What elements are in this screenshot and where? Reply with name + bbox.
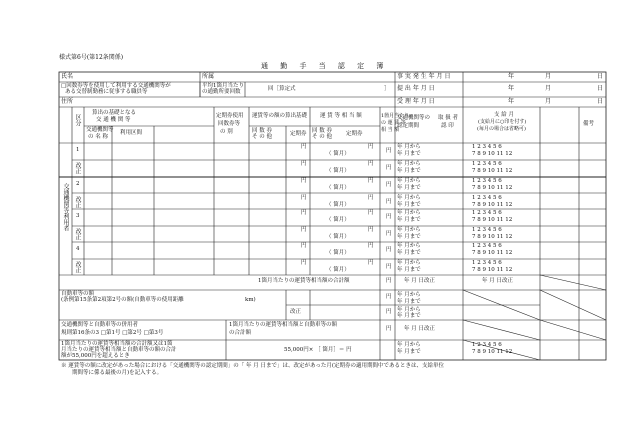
basis-header-line2: 交 通 機 関 等 <box>96 117 131 123</box>
fare-ticket-yen: 円 <box>301 226 307 233</box>
row-number: 3 <box>76 213 80 219</box>
combined-mid-line2: の合計額 <box>229 330 252 336</box>
period-from: 年 月から <box>397 243 421 249</box>
event-date-label: 事 実 発 生 年 月 日 <box>397 73 451 80</box>
final-months-top: 1 2 3 4 5 6 <box>472 342 502 348</box>
receipt-month: 月 <box>545 98 552 105</box>
months-paren: （ 箇月） <box>326 217 350 223</box>
final-months-bottom: 7 8 9 10 11 12 <box>472 349 513 355</box>
pay-month-header: 支 給 月 <box>494 112 514 118</box>
monthly-fare-header-line2: の 運 賃 等 <box>381 120 406 126</box>
event-day: 日 <box>597 73 604 80</box>
dept-label: 所属 <box>202 73 215 80</box>
car-revised-label: 改正 <box>290 309 302 315</box>
remarks-header: 備考 <box>583 121 595 127</box>
transport-name-header-line2: の 名 称 <box>88 134 108 140</box>
ticket-header-b: 回 数 券 <box>312 128 332 134</box>
fare-ticket-yen: 円 <box>301 144 307 150</box>
handler-header: 取 扱 者 <box>438 115 458 121</box>
submit-year: 年 <box>508 85 515 92</box>
route-header: 利用区間 <box>120 130 143 136</box>
months-top: 1 2 3 4 5 6 <box>472 178 502 184</box>
period-from: 年 月から <box>397 178 421 184</box>
fare-pass-yen: 円 <box>368 194 374 201</box>
monthly-yen: 円 <box>386 198 392 205</box>
car-revised-from: 年 月から <box>397 307 421 313</box>
row-revised-label: 改正 <box>74 161 81 174</box>
car-label-line2: (条例第15条第2項第2号の額(自動車等の使用距離 <box>61 297 184 303</box>
months-bottom: 7 8 9 10 11 12 <box>472 167 513 174</box>
period-to: 年 月まで <box>397 233 421 240</box>
total-yen: 円 <box>386 278 392 284</box>
fare-ticket-yen: 円 <box>301 243 307 249</box>
period-header: 交通機関等の <box>397 115 431 121</box>
period-from: 年 月から <box>397 259 421 266</box>
monthly-yen: 円 <box>386 182 392 188</box>
fare-calc-header: 運賃等の額の算出基礎 <box>252 113 308 119</box>
months-bottom: 7 8 9 10 11 12 <box>472 151 513 157</box>
car-revised-yen: 円 <box>386 309 392 315</box>
period-from: 年 月から <box>397 194 421 201</box>
months-bottom: 7 8 9 10 11 12 <box>472 217 513 223</box>
pay-month-header-line2: (支給月に○印を付す) <box>478 119 527 125</box>
address-label: 住所 <box>61 98 74 105</box>
period-to: 年 月まで <box>397 217 421 223</box>
final-formula: 55,000円× ［ 箇月］＝ 円 <box>284 347 352 353</box>
period-to: 年 月まで <box>397 266 421 273</box>
final-label-line3: 額が55,000円を超えるとき <box>61 353 130 359</box>
handler-header-line2: 認 印 <box>441 123 454 129</box>
period-from: 年 月から <box>397 226 421 233</box>
combined-label-line2[interactable]: 規則第16条の3 □第1号 □第2号 □第3号 <box>61 330 164 336</box>
car-from: 年 月から <box>397 292 421 298</box>
total-revised-date-2: 年 月 日改正 <box>482 278 513 284</box>
row-revised-label: 改正 <box>74 227 81 240</box>
submit-day: 日 <box>597 85 604 92</box>
period-to: 年 月まで <box>397 151 421 157</box>
calc-label: 回［算定式 <box>268 86 296 92</box>
commuter-header-line3: の 別 <box>220 129 233 135</box>
submit-date-label: 提 出 年 月 日 <box>397 85 435 92</box>
ticket-header-b-line2: そ の 他 <box>312 134 332 140</box>
final-label: 1箇月当たりの運賃等相当額の合計額又は1箇 <box>61 341 173 347</box>
period-to: 年 月まで <box>397 201 421 208</box>
event-year: 年 <box>508 73 515 80</box>
page-title: 通 勤 手 当 認 定 簿 <box>261 62 389 70</box>
row-revised-label: 改正 <box>74 195 81 208</box>
months-paren: （ 箇月） <box>326 201 350 208</box>
receipt-year: 年 <box>508 98 515 105</box>
event-month: 月 <box>545 73 552 80</box>
submit-month: 月 <box>545 85 552 92</box>
monthly-yen: 円 <box>386 263 392 270</box>
avg-label-line2: の通勤所要回数 <box>202 89 241 95</box>
fare-pass-yen: 円 <box>368 144 374 150</box>
pass-header-b: 定期券 <box>346 131 363 137</box>
months-top: 1 2 3 4 5 6 <box>472 194 502 201</box>
section-header: 区分 <box>74 114 81 126</box>
monthly-yen: 円 <box>386 214 392 220</box>
months-top: 1 2 3 4 5 6 <box>472 259 502 266</box>
avg-label: 平均1箇月当たり <box>202 83 244 89</box>
period-to: 年 月まで <box>397 185 421 191</box>
months-paren: （ 箇月） <box>326 151 350 157</box>
total-label: 1箇月当たりの運賃等相当額の合計額 <box>258 278 350 284</box>
final-label-line2: 月当たりの運賃等相当額と自動車等の額の合計 <box>61 347 177 353</box>
car-yen: 円 <box>386 294 392 300</box>
receipt-day: 日 <box>597 98 604 105</box>
months-paren: （ 箇月） <box>326 185 350 191</box>
period-from: 年 月から <box>397 144 421 150</box>
pass-header: 定期券 <box>290 131 307 137</box>
months-top: 1 2 3 4 5 6 <box>472 243 502 249</box>
fare-pass-yen: 円 <box>368 210 374 216</box>
final-from: 年 月から <box>397 342 421 348</box>
months-paren: （ 箇月） <box>326 250 350 256</box>
months-paren: （ 箇月） <box>326 167 350 174</box>
months-bottom: 7 8 9 10 11 12 <box>472 233 513 240</box>
calc-close: ］ <box>384 86 390 92</box>
months-bottom: 7 8 9 10 11 12 <box>472 201 513 208</box>
checkbox-shift-worker[interactable]: □回数券等を使用して利用する交通機関等が <box>61 83 171 89</box>
transport-name-header: 交通機関等 <box>86 127 114 133</box>
fare-pass-yen: 円 <box>368 160 374 167</box>
months-top: 1 2 3 4 5 6 <box>472 160 502 167</box>
months-bottom: 7 8 9 10 11 12 <box>472 266 513 273</box>
combined-yen: 円 <box>386 326 392 332</box>
row-number: 1 <box>76 147 80 153</box>
name-label: 氏名 <box>61 73 74 80</box>
fare-pass-yen: 円 <box>368 178 374 184</box>
fare-pass-yen: 円 <box>368 226 374 233</box>
car-label: 自動車等の額 <box>61 291 95 297</box>
car-to: 年 月まで <box>397 299 421 305</box>
monthly-fare-header: 1箇月当たり <box>381 113 410 119</box>
period-to: 年 月まで <box>397 167 421 174</box>
car-km: km) <box>245 297 256 303</box>
monthly-yen: 円 <box>386 164 392 171</box>
months-top: 1 2 3 4 5 6 <box>472 144 502 150</box>
row-number: 4 <box>76 246 80 252</box>
footnote-line2: 期間等に係る最後の月)を記入する。 <box>72 370 163 376</box>
commuter-header: 定期券使用 <box>216 113 244 119</box>
side-label: 交通機関等利用者 <box>62 183 69 231</box>
fare-ticket-yen: 円 <box>301 178 307 184</box>
monthly-yen: 円 <box>386 148 392 154</box>
fare-pass-yen: 円 <box>368 243 374 249</box>
fare-ticket-yen: 円 <box>301 160 307 167</box>
basis-header: 算出の基礎となる <box>92 110 137 116</box>
period-header-line2: 認定期間 <box>397 123 420 129</box>
fare-ticket-yen: 円 <box>301 259 307 266</box>
ticket-header-line2: そ の 他 <box>252 134 272 140</box>
fare-pass-yen: 円 <box>368 259 374 266</box>
pay-month-header-line3: (毎月の場合は省略可) <box>477 126 526 132</box>
combined-label: 交通機関等と自動車等の併用者 <box>61 322 139 328</box>
total-revised-date: 年 月 日改正 <box>404 278 435 284</box>
monthly-yen: 円 <box>386 247 392 253</box>
months-bottom: 7 8 9 10 11 12 <box>472 185 513 191</box>
monthly-fare-header-line3: 相 当 額 <box>381 127 400 133</box>
months-paren: （ 箇月） <box>326 266 350 273</box>
months-bottom: 7 8 9 10 11 12 <box>472 250 513 256</box>
ticket-header: 回 数 券 <box>252 128 272 134</box>
receipt-date-label: 受 理 年 月 日 <box>397 98 435 105</box>
form-id: 様式第6号(第12条関係) <box>59 54 124 61</box>
car-revised-to: 年 月まで <box>397 313 421 319</box>
months-paren: （ 箇月） <box>326 233 350 240</box>
combined-revised-date: 年 月 日改正 <box>404 326 435 332</box>
footnote: ※ 運賃等の額に改定があった場合における「交通機関等の認定期間」の「 年 月 日まで」は、改定があった月(定期券の適用期間中であるときは、支給単位 <box>61 363 445 369</box>
fare-equiv-header: 運 賃 等 相 当 額 <box>320 113 362 119</box>
fare-ticket-yen: 円 <box>301 210 307 216</box>
period-from: 年 月から <box>397 210 421 216</box>
row-revised-label: 改正 <box>74 260 81 273</box>
commuter-header-line2: 回数券等 <box>218 121 241 127</box>
months-top: 1 2 3 4 5 6 <box>472 210 502 216</box>
fare-ticket-yen: 円 <box>301 194 307 201</box>
period-to: 年 月まで <box>397 250 421 256</box>
combined-mid: 1箇月当たりの運賃等相当額と自動車等の額 <box>229 322 338 328</box>
row-number: 2 <box>76 181 80 187</box>
period-from: 年 月から <box>397 160 421 167</box>
monthly-yen: 円 <box>386 230 392 237</box>
final-to: 年 月まで <box>397 349 421 355</box>
months-top: 1 2 3 4 5 6 <box>472 226 502 233</box>
checkbox-shift-worker-line2: ある交替制勤務に従事する職員等 <box>65 89 148 95</box>
